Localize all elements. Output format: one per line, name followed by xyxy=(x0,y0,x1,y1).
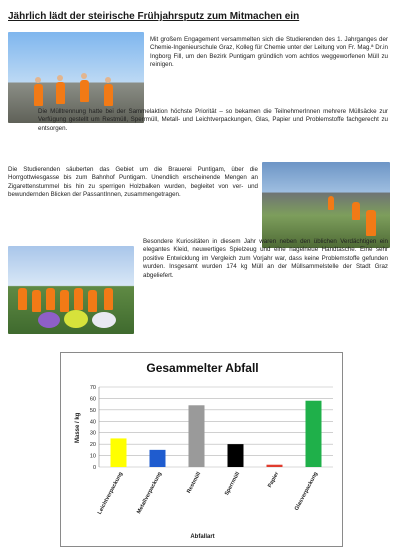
category-label: Restmüll xyxy=(186,471,203,495)
bar-metallverpackung xyxy=(150,450,166,467)
category-label: Glasverpackung xyxy=(293,471,320,512)
y-tick-label: 0 xyxy=(92,465,96,471)
bar-sperrmüll xyxy=(228,444,244,467)
chart-plot xyxy=(61,353,344,548)
category-label: Papier xyxy=(267,471,281,489)
person-figure xyxy=(104,84,113,106)
person-figure xyxy=(46,288,55,310)
y-tick-label: 30 xyxy=(89,430,96,437)
paragraph-intro: Mit großem Engagement versammelten sich die Studierenden des 1. Jahrganges der Chemie-Ingenieurschule Graz, Kolleg für Chemie unter der Leitung von Fr. Mag.ª Dr.in Ingborg Fill, um den Bezirk Puntigam gründlich vom achtlos weggeworfenen Müll zu reinigen. xyxy=(150,36,388,69)
person-head xyxy=(35,77,41,83)
person-figure xyxy=(34,84,43,106)
bar-restmüll xyxy=(189,405,205,467)
person-figure xyxy=(74,288,83,310)
bar-glasverpackung xyxy=(306,401,322,467)
person-head xyxy=(57,75,63,81)
y-tick-label: 10 xyxy=(89,453,96,460)
document-title: Jährlich lädt der steirische Frühjahrsputz zum Mitmachen ein xyxy=(8,11,300,22)
person-figure xyxy=(60,290,69,312)
y-axis-label: Masse / kg xyxy=(75,412,81,443)
paragraph-curiosities: Besondere Kuriositäten in diesem Jahr waren neben den üblichen Verdächtigen ein elegantes Kleid, neuwertiges Spielzeug und eine nagelneue Handtasche. Eine sehr positive Entwicklung im Vergleich zum Vorjahr war, dass keine Problemstoffe gefunden wurden. Insgesamt wurden 174 kg Müll an der Müllsammelstelle der Stadt Graz abgeliefert. xyxy=(143,238,388,279)
person-figure xyxy=(32,290,41,312)
person-figure xyxy=(80,80,89,102)
x-axis-label: Abfallart xyxy=(190,534,215,540)
person-figure xyxy=(328,196,334,210)
y-tick-label: 70 xyxy=(89,385,96,391)
category-label: Leichtverpackung xyxy=(96,471,125,516)
bar-papier xyxy=(267,465,283,467)
person-figure xyxy=(56,82,65,104)
bar-leichtverpackung xyxy=(111,438,127,467)
person-figure xyxy=(366,210,376,236)
chart-title: Gesammelter Abfall xyxy=(146,361,259,375)
paragraph-separation: Die Mülltrennung hatte bei der Sammelaktion höchste Priorität – so bekamen die TeilnehmerInnen mehrere Müllsäcke zur Verfügung gestellt um Restmüll, Sperrmüll, Metall- und Leichtverpackungen, Glas, Papier und Problemstoffe fachgerecht zu entsorgen. xyxy=(38,108,388,132)
person-head xyxy=(105,77,111,83)
person-figure xyxy=(18,288,27,310)
person-figure xyxy=(352,202,360,220)
category-label: Metallverpackung xyxy=(136,471,164,515)
category-label: Sperrmüll xyxy=(223,471,242,497)
y-tick-label: 40 xyxy=(89,419,96,426)
y-tick-label: 50 xyxy=(89,407,96,414)
waste-chart xyxy=(60,352,343,547)
paragraph-route: Die Studierenden säuberten das Gebiet um die Brauerei Puntigam, über die Horrgottwiesgasse bis zum Bahnhof Puntigam. Unendlich erscheinende Mengen an Zigarettenstummel bis hin zu sperrigen Holzbalken wurden, begleitet von ver- und bewundernden Blicken der PassantInnen, zusammengetragen. xyxy=(8,166,258,199)
team-photo xyxy=(8,246,134,334)
trash-bag xyxy=(64,310,88,328)
trash-bag xyxy=(38,312,60,328)
roadside-photo xyxy=(262,162,390,248)
person-figure xyxy=(104,288,113,310)
trash-bag xyxy=(92,312,116,328)
y-tick-label: 20 xyxy=(89,442,96,449)
person-head xyxy=(81,73,87,79)
y-tick-label: 60 xyxy=(89,396,96,403)
person-figure xyxy=(88,290,97,312)
